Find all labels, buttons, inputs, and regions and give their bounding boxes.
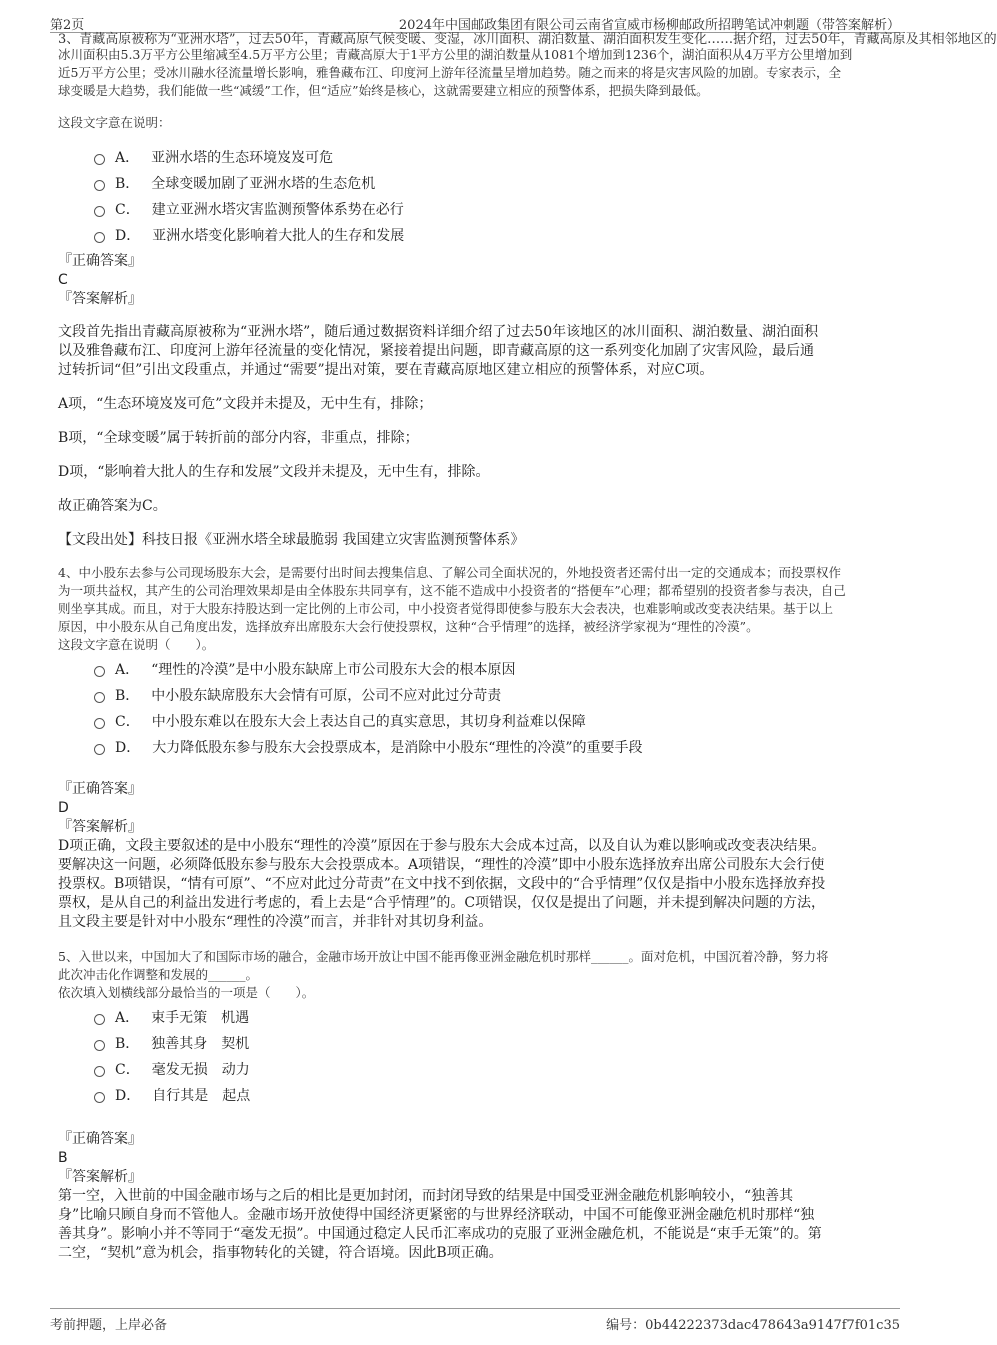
- radio-icon[interactable]: [94, 154, 105, 165]
- analysis-body: [58, 1187, 894, 1263]
- radio-icon[interactable]: [94, 744, 105, 755]
- analysis-body: [58, 323, 894, 380]
- option-d[interactable]: D． 亚洲水塔变化影响着大批人的生存和发展: [94, 222, 894, 248]
- analysis-line: 身”比喻只顾自身而不管他人。金融市场开放使得中国经济更紧密的与世界经济联动，中国不可能像亚洲金融危机时那样“独: [58, 1207, 815, 1223]
- radio-icon[interactable]: [94, 180, 105, 191]
- passage-line: 4、中小股东去参与公司现场股东大会，是需要付出时间去搜集信息、了解公司全面状况的，外地投资者还需付出一定的交通成本；而投票权作: [58, 565, 841, 580]
- option-a[interactable]: A． 束手无策 机遇: [94, 1004, 894, 1030]
- analysis-label: 『答案解析』: [58, 291, 142, 307]
- radio-icon[interactable]: [94, 692, 105, 703]
- analysis-line: 票权，是从自己的利益出发进行考虑的，看上去是“合乎情理”的。C项错误，仅仅是提出了问题，并未提到解决问题的方法，: [58, 895, 826, 911]
- analysis-note: A项，“生态环境岌岌可危”文段并未提及，无中生有，排除；: [58, 396, 433, 412]
- analysis-line: 二空，“契机”意为机会，指事物转化的关键，符合语境。因此B项正确。: [58, 1245, 503, 1261]
- page-number: 第2页: [50, 18, 85, 33]
- passage-line: 球变暖是大趋势，我们能做一些“减缓”工作，但“适应”始终是核心，这就需要建立相应的预警体系，把损失降到最低。: [58, 83, 709, 98]
- passage-line: 近5万平方公里；受冰川融水径流量增长影响，雅鲁藏布江、印度河上游年径流量呈增加趋势。随之而来的将是灾害风险的加剧。专家表示，全: [58, 65, 841, 80]
- analysis-line: 第一空，入世前的中国金融市场与之后的相比是更加封闭，而封闭导致的结果是中国受亚洲金融危机影响较小，“独善其: [58, 1188, 794, 1204]
- analysis-note: B项，“全球变暖”属于转折前的部分内容，非重点，排除；: [58, 430, 419, 446]
- source-citation: 【文段出处】科技日报《亚洲水塔全球最脆弱 我国建立灾害监测预警体系》: [58, 532, 525, 548]
- footer-slogan: 考前押题，上岸必备: [50, 1318, 168, 1333]
- option-c[interactable]: C． 中小股东难以在股东大会上表达自己的真实意思，其切身利益难以保障: [94, 708, 894, 734]
- answer-label: 『正确答案』: [58, 253, 142, 269]
- option-c[interactable]: C． 毫发无损 动力: [94, 1056, 894, 1082]
- answer-value: D: [58, 800, 69, 816]
- page-content: [58, 32, 997, 1263]
- passage-line: 此次冲击化作调整和发展的______。: [58, 967, 259, 982]
- analysis-line: 要解决这一问题，必须降低股东参与股东大会投票成本。A项错误，“理性的冷漠”即中小股东选择放弃出席公司股东大会行使: [58, 857, 825, 873]
- passage-line: 原因，中小股东从自己角度出发，选择放弃出席股东大会行使投票权，这种“合乎情理”的选择，被经济学家视为“理性的冷漠”。: [58, 619, 759, 634]
- radio-icon[interactable]: [94, 666, 105, 677]
- option-b[interactable]: B． 中小股东缺席股东大会情有可原，公司不应对此过分苛责: [94, 682, 894, 708]
- analysis-label: 『答案解析』: [58, 819, 142, 835]
- document-title: 2024年中国邮政集团有限公司云南省宣威市杨柳邮政所招聘笔试冲刺题（带答案解析）: [398, 18, 900, 33]
- radio-icon[interactable]: [94, 718, 105, 729]
- options-list: [58, 144, 894, 248]
- option-a[interactable]: A． “理性的冷漠”是中小股东缺席上市公司股东大会的根本原因: [94, 656, 894, 682]
- answer-value: C: [58, 272, 68, 288]
- radio-icon[interactable]: [94, 232, 105, 243]
- question-4: [58, 564, 894, 932]
- analysis-line: D项正确，文段主要叙述的是中小股东“理性的冷漠”原因在于参与股东大会成本过高，以及自认为难以影响或改变表决结果。: [58, 838, 826, 854]
- radio-icon[interactable]: [94, 1040, 105, 1051]
- cut-off-line: 3、青藏高原被称为“亚洲水塔”，过去50年，青藏高原气候变暖、变湿，冰川面积、湖泊数量、湖泊面积发生变化……据介绍，过去50年，青藏高原及其相邻地区的: [58, 32, 997, 47]
- answer-label: 『正确答案』: [58, 1131, 142, 1147]
- analysis-line: 善其身”。影响小并不等同于“毫发无损”。中国通过稳定人民币汇率成功的克服了亚洲金融危机，不能说是“束手无策”的。第: [58, 1226, 822, 1242]
- question-stem: 这段文字意在说明（ ）。: [58, 637, 215, 652]
- document-id: 编号：0b44222373dac478643a9147f7f01c35: [606, 1318, 900, 1333]
- passage-line: 则坐享其成。而且，对于大股东持股达到一定比例的上市公司，中小投资者觉得即使参与股东大会表决，也难影响或改变表决结果。基于以上: [58, 601, 834, 616]
- radio-icon[interactable]: [94, 1092, 105, 1103]
- option-b[interactable]: B． 全球变暖加剧了亚洲水塔的生态危机: [94, 170, 894, 196]
- option-c[interactable]: C． 建立亚洲水塔灾害监测预警体系势在必行: [94, 196, 894, 222]
- answer-value: B: [58, 1150, 68, 1166]
- analysis-line: 文段首先指出青藏高原被称为“亚洲水塔”，随后通过数据资料详细介绍了过去50年该地区的冰川面积、湖泊数量、湖泊面积: [58, 324, 819, 340]
- analysis-label: 『答案解析』: [58, 1169, 142, 1185]
- question-5: [58, 948, 894, 1263]
- option-d[interactable]: D． 大力降低股东参与股东大会投票成本，是消除中小股东“理性的冷漠”的重要手段: [94, 734, 894, 760]
- analysis-line: 投票权。B项错误，“情有可原”、“不应对此过分苛责”在文中找不到依据，文段中的“合乎情理”仅仅是指中小股东选择放弃投: [58, 876, 826, 892]
- analysis-note: D项，“影响着大批人的生存和发展”文段并未提及，无中生有，排除。: [58, 464, 490, 480]
- passage-line: 冰川面积由5.3万平方公里缩减至4.5万平方公里；青藏高原大于1平方公里的湖泊数量从1081个增加到1236个，湖泊面积从4万平方公里增加到: [58, 47, 853, 62]
- option-a[interactable]: A． 亚洲水塔的生态环境岌岌可危: [94, 144, 894, 170]
- radio-icon[interactable]: [94, 206, 105, 217]
- answer-label: 『正确答案』: [58, 781, 142, 797]
- footer-divider: [50, 1308, 900, 1309]
- question-3: [58, 32, 997, 550]
- passage-line: 5、入世以来，中国加大了和国际市场的融合，金融市场开放让中国不能再像亚洲金融危机时那样______。面对危机，中国沉着冷静，努力将: [58, 949, 829, 964]
- question-stem: 依次填入划横线部分最恰当的一项是（ ）。: [58, 985, 315, 1000]
- analysis-conclusion: 故正确答案为C。: [58, 498, 167, 514]
- analysis-line: 过转折词“但”引出文段重点，并通过“需要”提出对策，要在青藏高原地区建立相应的预警体系，对应C项。: [58, 362, 714, 378]
- option-d[interactable]: D． 自行其是 起点: [94, 1082, 894, 1108]
- analysis-body: [58, 837, 894, 932]
- passage-line: 为一项共益权，其产生的公司治理效果却是由全体股东共同享有，这不能不造成中小投资者的“搭便车”心理；都希望别的投资者参与表决，自己: [58, 583, 846, 598]
- analysis-line: 以及雅鲁藏布江、印度河上游年径流量的变化情况，紧接着提出问题，即青藏高原的这一系列变化加剧了灾害风险，最后通: [58, 343, 814, 359]
- analysis-line: 且文段主要是针对中小股东“理性的冷漠”而言，并非针对其切身利益。: [58, 914, 493, 930]
- radio-icon[interactable]: [94, 1014, 105, 1025]
- option-b[interactable]: B． 独善其身 契机: [94, 1030, 894, 1056]
- page-header: [0, 0, 950, 33]
- radio-icon[interactable]: [94, 1066, 105, 1077]
- options-list: [58, 656, 894, 760]
- question-stem: 这段文字意在说明：: [58, 115, 171, 130]
- options-list: [58, 1004, 894, 1108]
